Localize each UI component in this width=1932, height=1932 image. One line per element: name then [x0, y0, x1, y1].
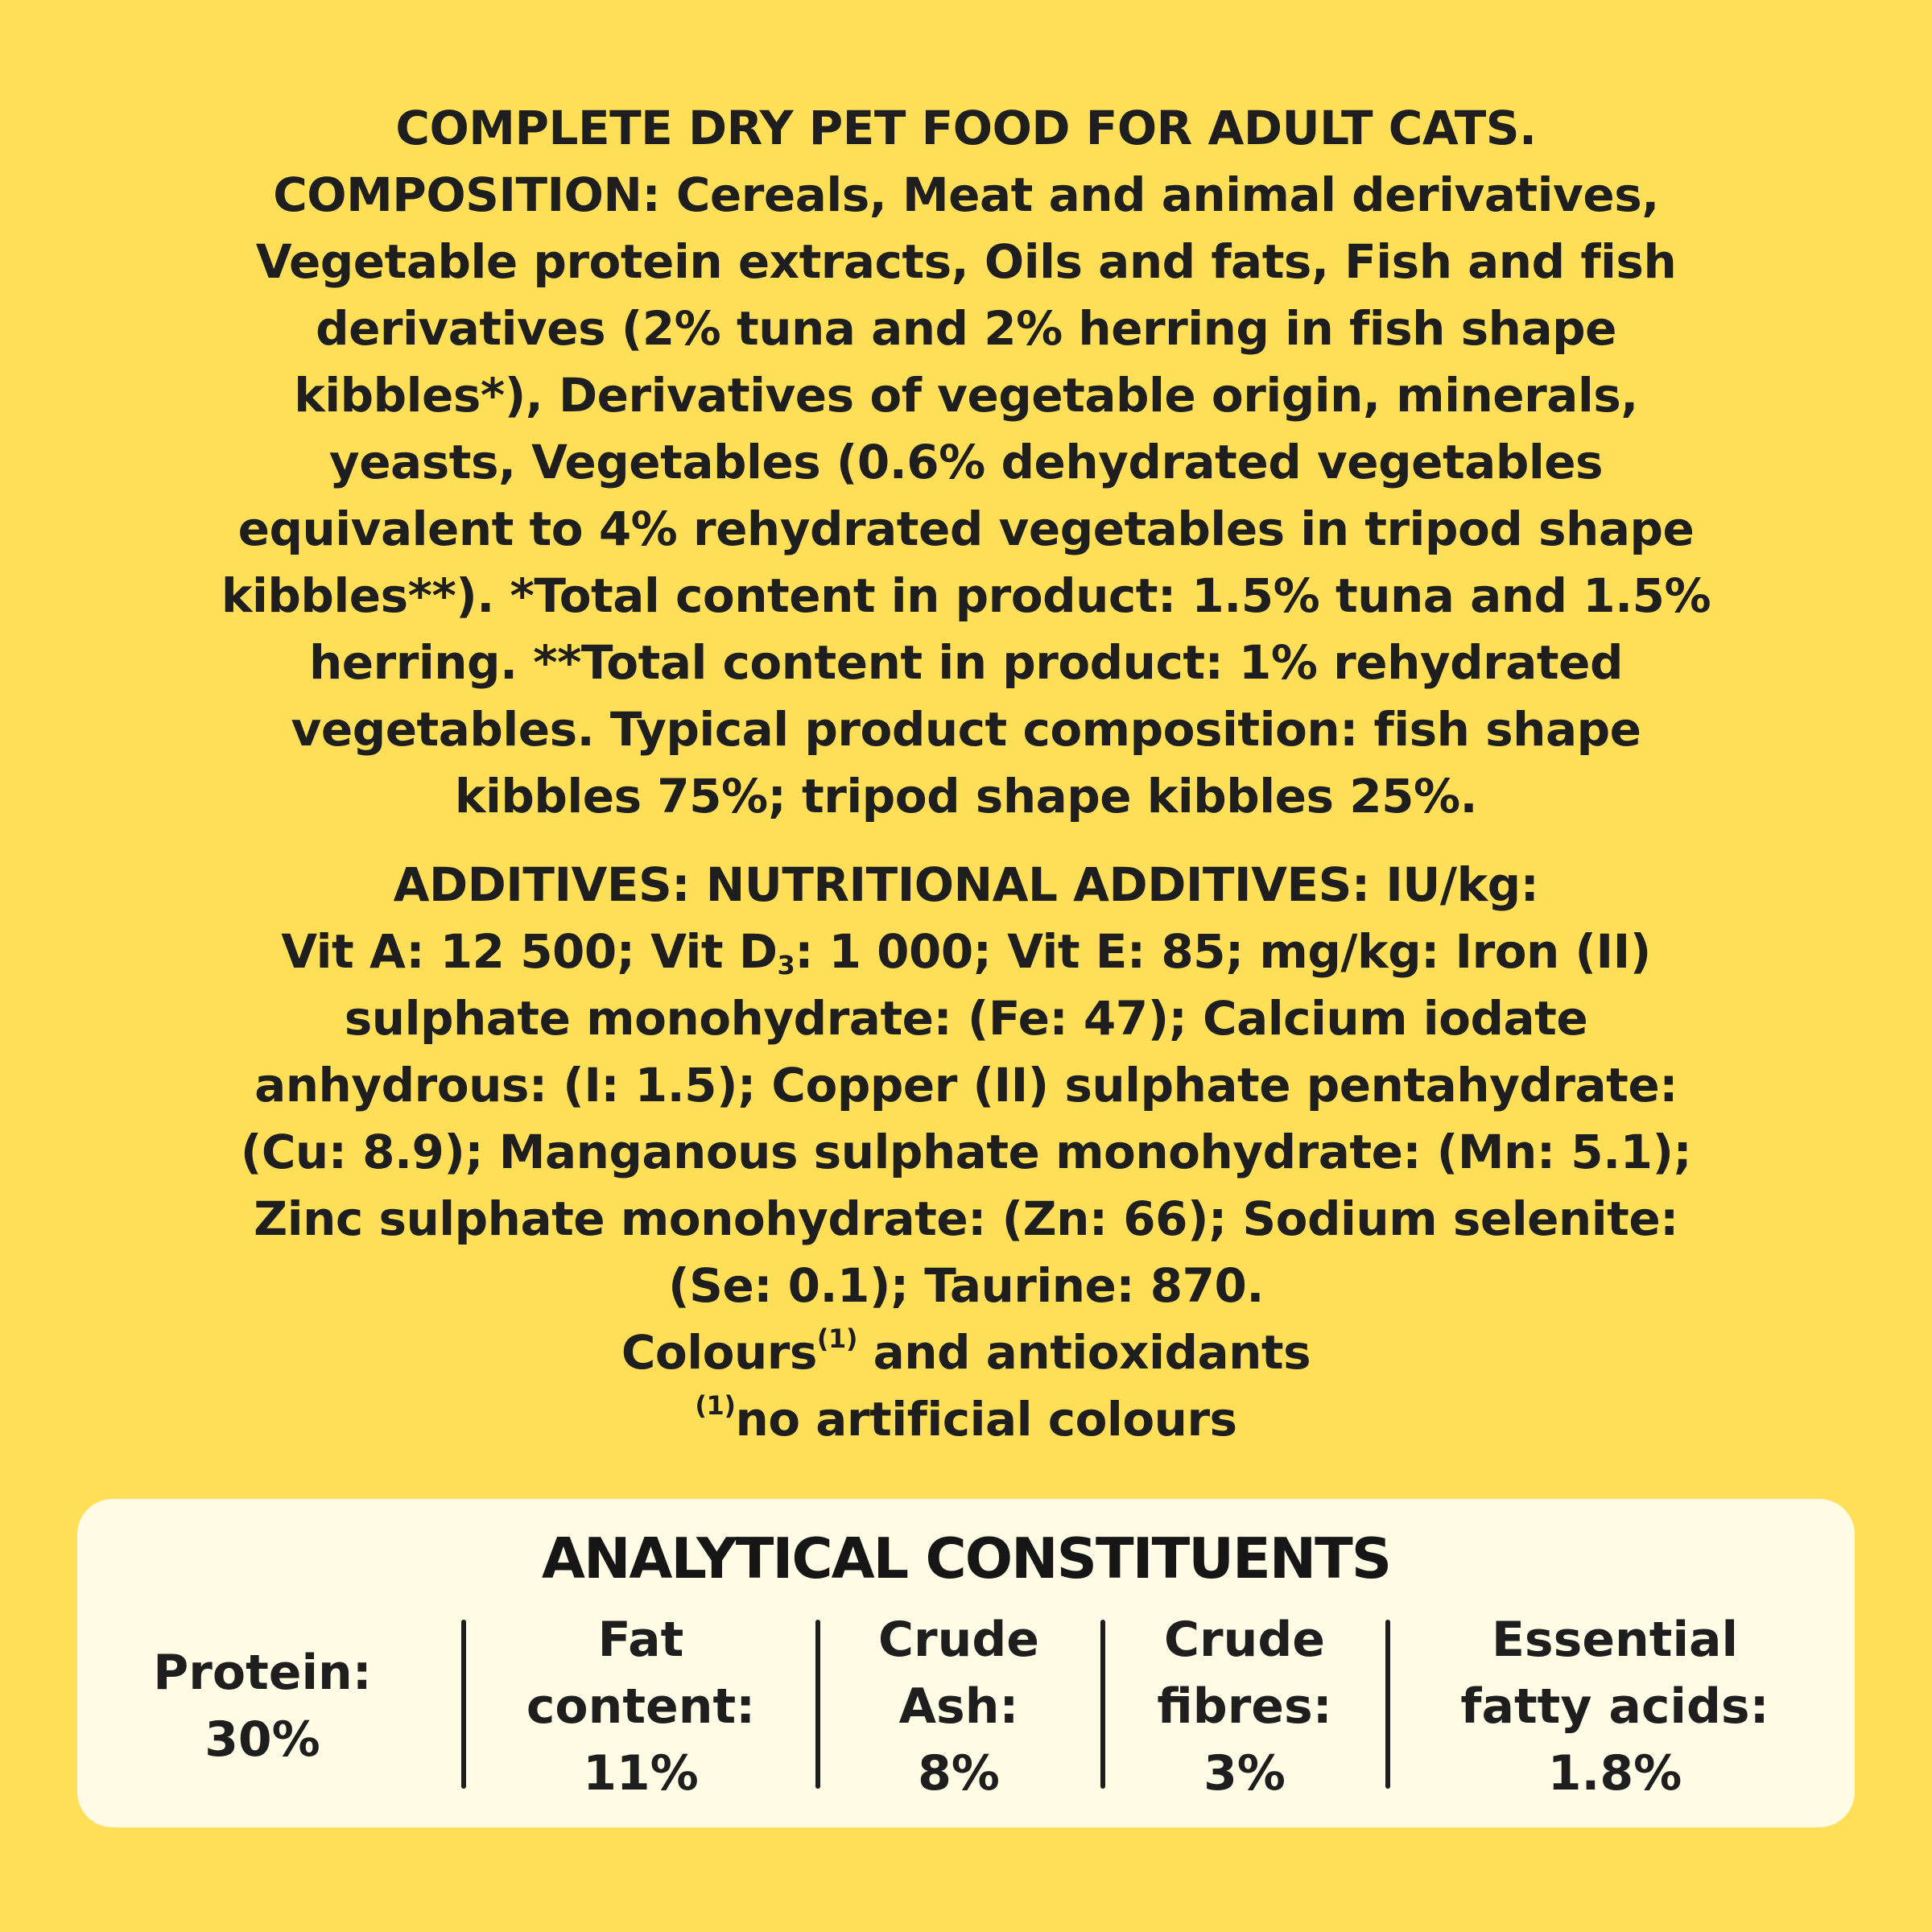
- composition-line: yeasts, Vegetables (0.6% dehydrated vegetables: [328, 435, 1604, 489]
- constituent-value: 30%: [204, 1711, 320, 1768]
- composition-line: vegetables. Typical product composition: fish shape: [291, 702, 1641, 757]
- additives-text: [121, 852, 1811, 1453]
- additives-line: (Se: 0.1); Taurine: 870.: [668, 1258, 1264, 1313]
- constituent-value: 3%: [1203, 1744, 1286, 1802]
- composition-line: derivatives (2% tuna and 2% herring in fish shape: [316, 301, 1616, 356]
- constituent-label-line: Protein:: [153, 1645, 372, 1701]
- constituent-value: 11%: [583, 1744, 699, 1802]
- constituent-label-line: Essential: [1491, 1611, 1739, 1668]
- footnote-marker: (1): [695, 1390, 736, 1421]
- divider: [461, 1620, 466, 1789]
- composition-line: kibbles**). *Total content in product: 1.5% tuna and 1.5%: [221, 568, 1711, 623]
- composition-line: Vegetable protein extracts, Oils and fats, Fish and fish: [255, 234, 1677, 289]
- composition-text: [121, 95, 1811, 830]
- constituent-label-line: fatty acids:: [1460, 1678, 1769, 1735]
- divider: [1385, 1620, 1390, 1789]
- composition-line: kibbles 75%; tripod shape kibbles 25%.: [454, 769, 1478, 824]
- additives-line: anhydrous: (I: 1.5); Copper (II) sulphate pentahydrate:: [254, 1058, 1678, 1113]
- divider: [1100, 1620, 1105, 1789]
- additives-line: ADDITIVES: NUTRITIONAL ADDITIVES: IU/kg:: [393, 857, 1539, 912]
- additives-text-part: : 1 000; Vit E: 85; mg/kg: Iron (II): [795, 924, 1651, 979]
- constituent-label-line: Crude: [878, 1611, 1039, 1668]
- analytical-constituents-panel: [77, 1499, 1855, 1827]
- constituent-value: 8%: [918, 1744, 1000, 1802]
- divider: [815, 1620, 820, 1789]
- constituent-crude-fibres: [1124, 1610, 1365, 1803]
- additives-line: [121, 919, 1811, 985]
- colours-text: and antioxidants: [857, 1325, 1311, 1380]
- constituent-label: [1414, 1607, 1816, 1740]
- constituent-label-line: fibres:: [1157, 1678, 1332, 1735]
- footnote-marker: (1): [816, 1323, 857, 1354]
- subscript: 3: [777, 950, 795, 980]
- additives-line: Zinc sulphate monohydrate: (Zn: 66); Sodium selenite:: [254, 1191, 1678, 1246]
- footnote-line: [121, 1386, 1811, 1453]
- additives-text-part: Vit A: 12 500; Vit D: [281, 924, 778, 979]
- footnote-text: no artificial colours: [735, 1392, 1237, 1447]
- constituent-label: [842, 1607, 1075, 1740]
- constituent-label: [1124, 1607, 1365, 1740]
- colours-text: Colours: [621, 1325, 817, 1380]
- composition-line: COMPOSITION: Cereals, Meat and animal derivatives,: [273, 167, 1659, 222]
- constituent-label-line: Crude: [1164, 1611, 1325, 1668]
- constituent-label: [109, 1640, 415, 1707]
- constituent-essential-fatty-acids: [1414, 1610, 1816, 1803]
- constituent-fat-content: [496, 1610, 786, 1803]
- constituent-label-line: content:: [526, 1678, 756, 1735]
- colours-line: [121, 1319, 1811, 1386]
- composition-line: kibbles*), Derivatives of vegetable origin, minerals,: [294, 368, 1638, 423]
- constituent-label-line: Fat: [597, 1611, 684, 1668]
- constituent-protein: [109, 1610, 415, 1803]
- constituent-label-line: Ash:: [898, 1678, 1019, 1735]
- constituent-crude-ash: [842, 1610, 1075, 1803]
- composition-line: equivalent to 4% rehydrated vegetables in tripod shape: [237, 502, 1695, 556]
- composition-line: herring. **Total content in product: 1% rehydrated: [308, 635, 1624, 690]
- additives-line: (Cu: 8.9); Manganous sulphate monohydrate: (Mn: 5.1);: [240, 1125, 1692, 1179]
- additives-line: sulphate monohydrate: (Fe: 47); Calcium iodate: [344, 991, 1588, 1046]
- composition-line: COMPLETE DRY PET FOOD FOR ADULT CATS.: [395, 101, 1537, 155]
- constituent-value: 1.8%: [1547, 1744, 1682, 1802]
- analytical-title: ANALYTICAL CONSTITUENTS: [541, 1526, 1391, 1591]
- constituent-label: [496, 1607, 786, 1740]
